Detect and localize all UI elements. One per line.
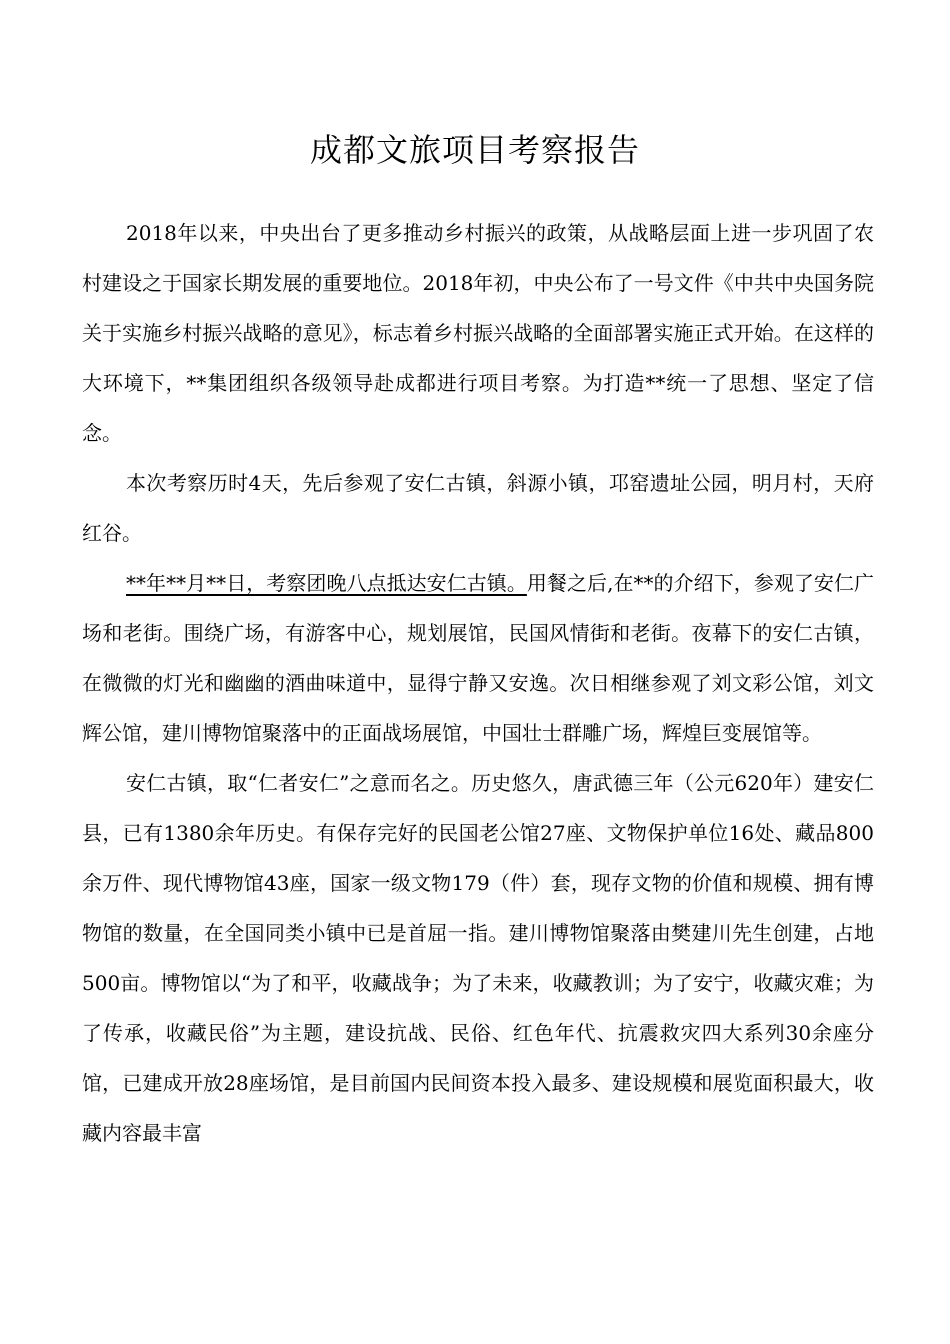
underlined-date-sentence: **年**月**日，考察团晚八点抵达安仁古镇。 [126,571,527,595]
paragraph-text: 用餐之后,在**的介绍下，参观了安仁广场和老街。围绕广场，有游客中心，规划展馆，民国风情街和老街。夜幕下的安仁古镇，在微微的灯光和幽幽的酒曲味道中，显得宁静又安逸。次日相继参观了刘文彩公馆，刘文辉公馆，建川博物馆聚落中的正面战场展馆，中国壮士群雕广场，辉煌巨变展馆等。 [82,571,875,745]
paragraph-background [82,208,874,458]
document-title: 成都文旅项目考察报告 [309,131,640,169]
paragraph-text: 本次考察历时4天，先后参观了安仁古镇，斜源小镇，邛窑遗址公园，明月村，天府红谷。 [82,471,874,545]
paragraph-text: 2018年以来，中央出台了更多推动乡村振兴的政策，从战略层面上进一步巩固了农村建设之于国家长期发展的重要地位。2018年初，中央公布了一号文件《中共中央国务院关于实施乡村振兴战略的意见》，标志着乡村振兴战略的全面部署实施正式开始。在这样的大环境下，**集团组织各级领导赴成都进行项目考察。为打造**统一了思想、坚定了信念。 [82,221,874,445]
document-body [82,208,874,1158]
paragraph-anren-history [82,758,874,1158]
paragraph-text: 安仁古镇，取“仁者安仁”之意而名之。历史悠久，唐武德三年（公元620年）建安仁县，已有1380余年历史。有保存完好的民国老公馆27座、文物保护单位16处、藏品800余万件、现代博物馆43座，国家一级文物179（件）套，现存文物的价值和规模、拥有博物馆的数量，在全国同类小镇中已是首屈一指。建川博物馆聚落由樊建川先生创建，占地500亩。博物馆以“为了和平，收藏战争；为了未来，收藏教训；为了安宁，收藏灾难；为了传承，收藏民俗”为主题，建设抗战、民俗、红色年代、抗震救灾四大系列30余座分馆，已建成开放28座场馆，是目前国内民间资本投入最多、建设规模和展览面积最大，收藏内容最丰富 [82,771,874,1145]
paragraph-arrival [82,558,874,758]
paragraph-itinerary [82,458,874,558]
